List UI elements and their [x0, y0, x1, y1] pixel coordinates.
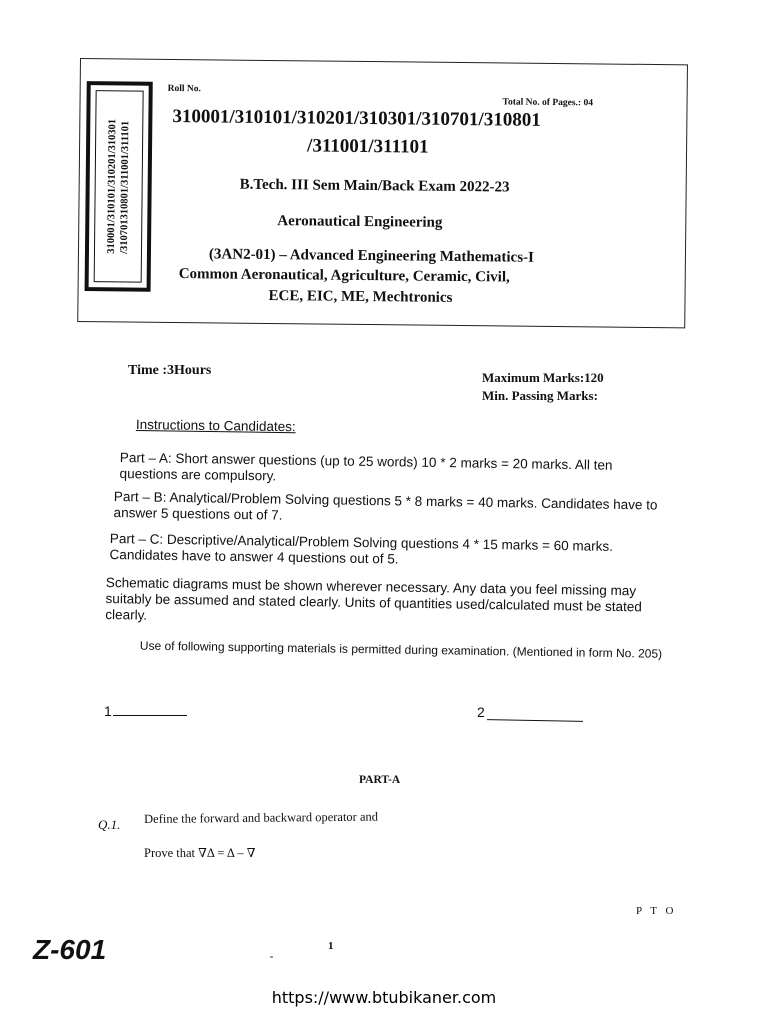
- question-1-line-2: Prove that ∇Δ = Δ – ∇: [144, 846, 256, 860]
- paper-code: Z-601: [33, 934, 107, 965]
- page-number: 1: [328, 940, 334, 952]
- department-title: Aeronautical Engineering: [277, 213, 443, 231]
- instruction-part-b: Part – B: Analytical/Problem Solving questions 5 * 8 marks = 40 marks. Candidates have to answer 5 questions out of 7.: [113, 489, 658, 523]
- source-url-link[interactable]: https://www.btubikaner.com: [271, 988, 497, 1007]
- scan-speck: [270, 956, 273, 958]
- supporting-material-2-line: [487, 719, 583, 722]
- min-passing-marks: Min. Passing Marks:: [482, 388, 598, 403]
- instruction-schematic: Schematic diagrams must be shown wherever necessary. Any data you feel missing may suitably be assumed and stated clearly. Units of quantities used/calculated must be stated clearly.: [105, 575, 642, 623]
- question-1-number: Q.1.: [98, 817, 121, 832]
- roll-no-label: Roll No.: [167, 83, 201, 95]
- instruction-part-a: Part – A: Short answer questions (up to 25 words) 10 * 2 marks = 20 marks. All ten questions are compulsory.: [119, 450, 613, 484]
- supporting-material-1-line: [113, 715, 187, 716]
- side-code-box: [85, 81, 153, 292]
- supporting-material-1-label: 1: [104, 703, 112, 719]
- common-branches-line-1: Common Aeronautical, Agriculture, Ceramic, Civil,: [178, 266, 510, 286]
- total-pages: Total No. of Pages.: 04: [502, 97, 594, 109]
- maximum-marks: Maximum Marks:120: [482, 370, 604, 385]
- header-box: [77, 58, 688, 328]
- instruction-supporting-materials: Use of following supporting materials is permitted during examination. (Mentioned in form No. 205): [139, 638, 663, 661]
- paper-codes-line-2: /311001/311101: [306, 135, 429, 158]
- subject-title: (3AN2-01) – Advanced Engineering Mathematics-I: [208, 246, 535, 266]
- instruction-part-c: Part – C: Descriptive/Analytical/Problem Solving questions 4 * 15 marks = 60 marks. Candidates have to answer 4 questions out of 5.: [109, 531, 614, 567]
- common-branches-line-2: ECE, EIC, ME, Mechtronics: [268, 287, 453, 306]
- supporting-material-2-label: 2: [477, 704, 485, 720]
- exam-time: Time :3Hours: [128, 363, 212, 378]
- paper-codes-line-1: 310001/310101/310201/310301/310701/310801: [172, 105, 541, 131]
- part-a-heading: PART-A: [359, 774, 401, 786]
- exam-title: B.Tech. III Sem Main/Back Exam 2022-23: [239, 176, 510, 196]
- question-1-line-1: Define the forward and backward operator and: [144, 809, 379, 826]
- pto-mark: P T O: [636, 905, 677, 917]
- instructions-heading: Instructions to Candidates:: [135, 417, 296, 435]
- side-code-text: 310001/310101/310201/310301 /310701310801/311001/311101: [105, 118, 132, 254]
